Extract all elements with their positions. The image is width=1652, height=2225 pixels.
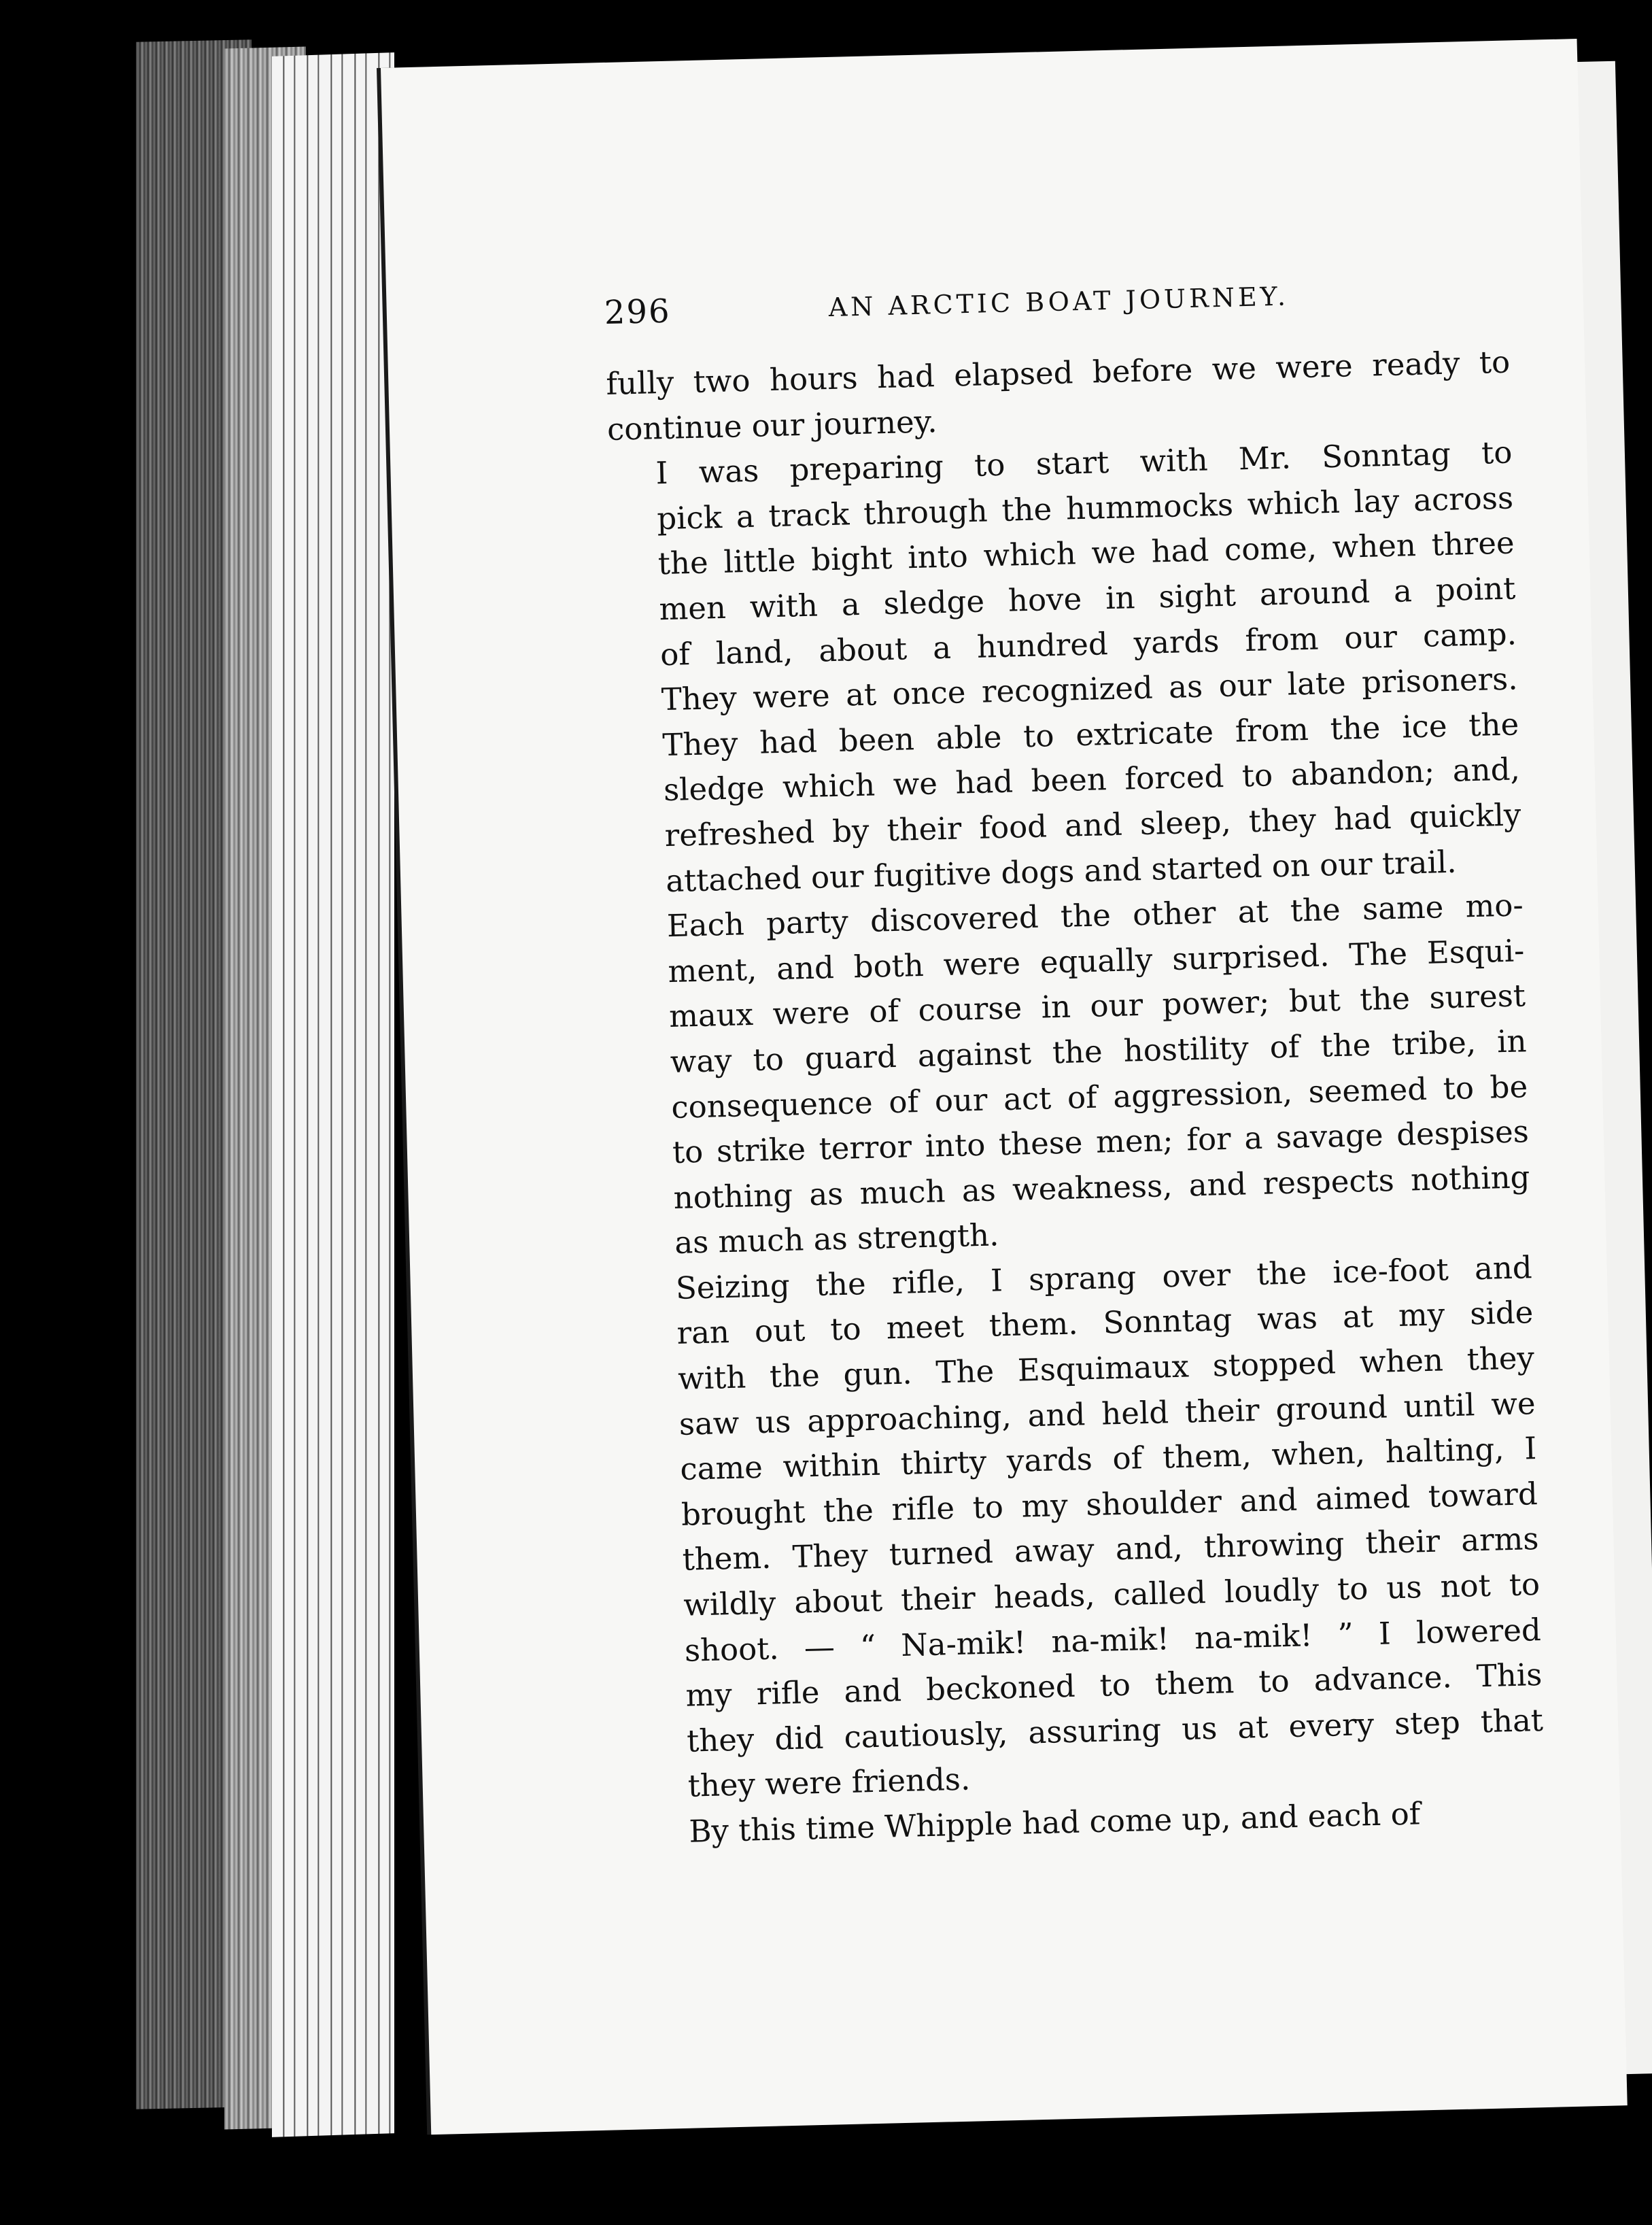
- page-edges-light: [272, 52, 394, 2137]
- page-header: [604, 269, 1598, 348]
- text-line: consequence of our act of aggression, seemed to be: [670, 1068, 1528, 1125]
- text-line: of land, about a hundred yards from our camp.: [659, 615, 1517, 673]
- text-line: to strike terror into these men; for a savage despises: [672, 1113, 1530, 1171]
- text-line: shoot. — “ Na-mik! na-mik! na-mik! ” I lowered: [684, 1611, 1542, 1669]
- text-line: they did cautiously, assuring us at every step that: [686, 1701, 1544, 1759]
- text-line: as much as strength.: [674, 1217, 999, 1261]
- text-line: men with a sledge hove in sight around a point: [658, 570, 1516, 628]
- text-line: wildly about their heads, called loudly to us not to: [683, 1566, 1541, 1623]
- text-line: the little bight into which we had come, when three: [657, 524, 1515, 582]
- text-line: I was preparing to start with Mr. Sonntag to: [655, 434, 1513, 492]
- text-line: fully two hours had elapsed before we were ready to: [605, 343, 1511, 403]
- text-line: saw us approaching, and held their ground until we: [678, 1385, 1536, 1442]
- text-line: pick a track through the hummocks which lay across: [656, 479, 1514, 537]
- paragraph: [619, 883, 1532, 1267]
- text-line: ment, and both were equally surprised. The Esqui-: [667, 932, 1525, 989]
- text-line: ran out to meet them. Sonntag was at my side: [676, 1294, 1534, 1352]
- text-line: maux were of course in our power; but the surest: [668, 977, 1526, 1035]
- page-number: 296: [604, 292, 672, 333]
- text-line: sledge which we had been forced to abandon; and,: [663, 751, 1521, 809]
- text-line: them. They turned away and, throwing their arms: [682, 1521, 1540, 1578]
- text-line: my rifle and beckoned to them to advance. This: [685, 1657, 1543, 1714]
- text-line: attached our fugitive dogs and started on our trail.: [665, 843, 1458, 899]
- text-line: They were at once recognized as our late prisoners.: [661, 660, 1519, 718]
- body-text: [606, 340, 1546, 1856]
- running-head: AN ARCTIC BOAT JOURNEY.: [828, 281, 1290, 323]
- text-line: way to guard against the hostility of the tribe, in: [670, 1023, 1528, 1080]
- text-line: By this time Whipple had come up, and each of: [688, 1795, 1421, 1850]
- text-line: they were friends.: [687, 1761, 971, 1805]
- text-line: continue our journey.: [606, 403, 938, 447]
- text-line: came within thirty yards of them, when, halting, I: [679, 1430, 1537, 1488]
- text-line: They had been able to extricate from the ice the: [661, 706, 1519, 763]
- paragraph: [627, 1245, 1545, 1810]
- text-line: Each party discovered the other at the same mo-: [666, 887, 1524, 945]
- text-line: with the gun. The Esquimaux stopped when they: [677, 1340, 1535, 1397]
- text-line: nothing as much as weakness, and respects nothing: [673, 1158, 1530, 1216]
- text-line: brought the rifle to my shoulder and aimed toward: [681, 1475, 1538, 1533]
- book-page: [381, 39, 1628, 2135]
- text-line: refreshed by their food and sleep, they had quickly: [664, 796, 1521, 854]
- paragraph: [608, 430, 1523, 905]
- text-line: Seizing the rifle, I sprang over the ice-foot and: [675, 1249, 1533, 1306]
